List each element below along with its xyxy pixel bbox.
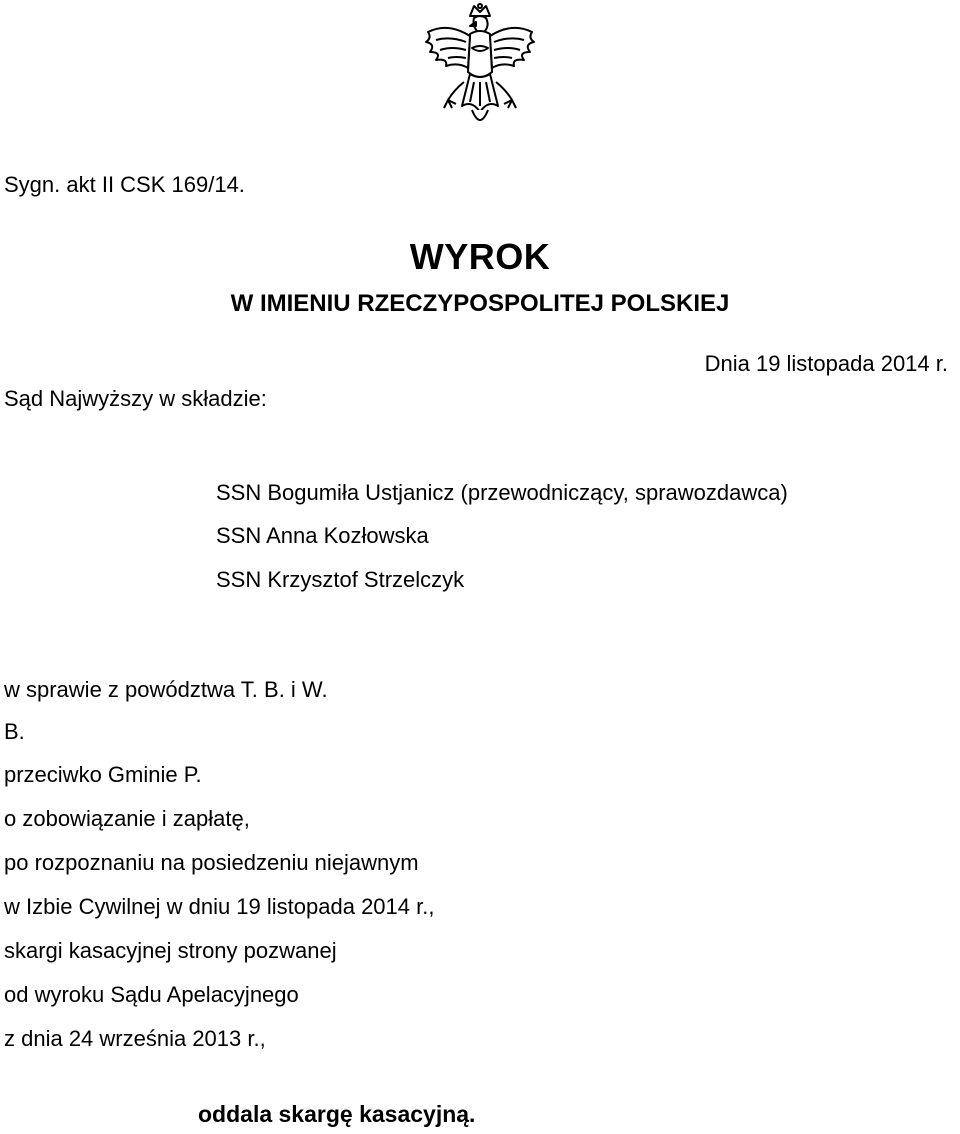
case-signature: Sygn. akt II CSK 169/14. [4, 172, 245, 197]
judge-member: SSN Krzysztof Strzelczyk [216, 567, 465, 592]
court-composition-label: Sąd Najwyższy w składzie: [4, 386, 267, 411]
judge-member: SSN Anna Kozłowska [216, 523, 429, 548]
case-text-line: skargi kasacyjnej strony pozwanej [4, 938, 337, 963]
judgment-date: Dnia 19 listopada 2014 r. [704, 351, 948, 376]
polish-eagle-emblem-icon [418, 2, 542, 134]
case-text-line: o zobowiązanie i zapłatę, [4, 806, 250, 831]
case-text-line: przeciwko Gminie P. [4, 762, 202, 787]
case-text-line: w sprawie z powództwa T. B. i W. [4, 677, 328, 702]
case-text-line: B. [4, 719, 25, 744]
judge-presiding: SSN Bogumiła Ustjanicz (przewodniczący, sprawozdawca) [216, 480, 788, 505]
case-text-line: od wyroku Sądu Apelacyjnego [4, 982, 299, 1007]
case-text-line: po rozpoznaniu na posiedzeniu niejawnym [4, 850, 419, 875]
document-title: WYROK [409, 236, 551, 277]
verdict: oddala skargę kasacyjną. [198, 1101, 476, 1127]
case-text-line: w Izbie Cywilnej w dniu 19 listopada 2014 r., [4, 894, 435, 919]
case-text-line: z dnia 24 września 2013 r., [4, 1026, 266, 1051]
document-subtitle: W IMIENIU RZECZYPOSPOLITEJ POLSKIEJ [230, 290, 730, 317]
